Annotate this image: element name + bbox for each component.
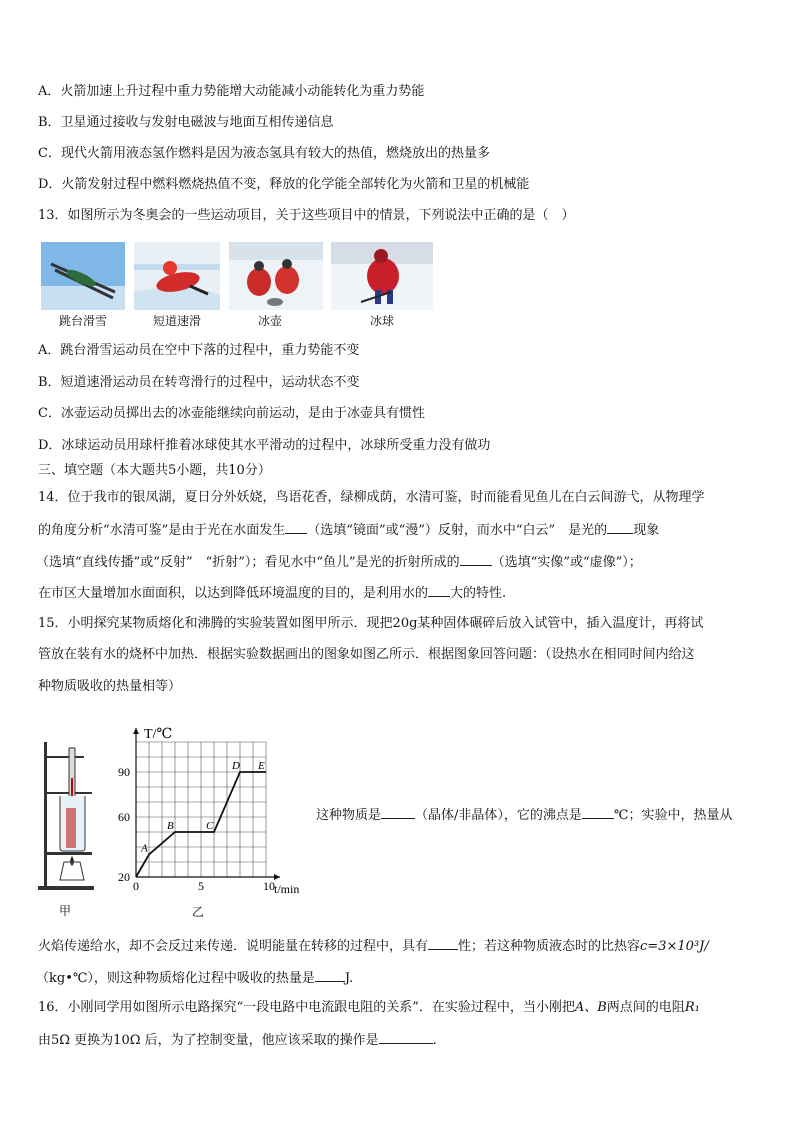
q14-text: 的角度分析“水清可鉴”是由于光在水面发生: [38, 523, 286, 538]
q12-option-a: A．火箭加速上升过程中重力势能增大动能减小动能转化为重力势能: [38, 84, 425, 99]
x-tick-label: 0: [133, 879, 139, 893]
q15-formula: c=3×10³J/: [640, 939, 709, 954]
q16-line-2: [38, 1030, 437, 1050]
temperature-time-chart: [110, 722, 310, 900]
q16-points: A、B: [574, 1000, 607, 1015]
graph-label: 乙: [192, 905, 205, 919]
q15-text: ℃；实验中，热量从: [613, 808, 733, 823]
answer-blank[interactable]: [607, 520, 633, 534]
answer-blank[interactable]: [285, 520, 307, 534]
q14-line-1: 14．位于我市的银凤湖，夏日分外妖娆，鸟语花香，绿柳成荫，水清可鉴，时而能看见鱼儿在白云间游弋，从物理学: [38, 490, 705, 505]
answer-blank[interactable]: [379, 1030, 433, 1044]
ski-jump-image: [41, 242, 125, 310]
q13-option-b: B．短道速滑运动员在转弯滑行的过程中，运动状态不变: [38, 375, 360, 390]
q13-option-d: D．冰球运动员用球杆推着冰球使其水平滑动的过程中，冰球所受重力没有做功: [38, 438, 491, 453]
caption-ice-hockey: 冰球: [369, 314, 394, 328]
y-axis-arrow: [133, 728, 139, 734]
q15-line-6: [36, 968, 353, 988]
curling-image: [229, 242, 323, 310]
point-label-A: A: [141, 842, 148, 855]
q15-text: 火焰传递给水，却不会反过来传递．说明能量在转移的过程中，具有: [38, 939, 429, 954]
caption-ski-jump: 跳台滑雪: [58, 314, 107, 328]
answer-blank[interactable]: [428, 936, 458, 950]
q15-line-5: [38, 936, 709, 956]
y-tick-label: 90: [118, 765, 130, 779]
q15-line-3: 种物质吸收的热量相等）: [38, 679, 182, 694]
q15-text: 这种物质是: [316, 808, 382, 823]
apparatus-label: 甲: [59, 904, 72, 918]
q14-line-2: [38, 520, 659, 540]
q14-text: 在市区大量增加水面面积，以达到降低环境温度的目的，是利用水的: [38, 586, 429, 601]
q12-option-b: B．卫星通过接收与发射电磁波与地面互相传递信息: [38, 115, 334, 130]
q15-text: （晶体/非晶体），它的沸点是: [415, 808, 582, 823]
q13-option-c: C．冰壶运动员掷出去的冰壶能继续向前运动，是由于冰壶具有惯性: [38, 406, 425, 421]
q14-line-3: [36, 552, 642, 572]
q14-text: 现象: [633, 523, 660, 538]
q15-side-text: [316, 805, 732, 825]
ice-hockey-image: [331, 242, 433, 310]
point-label-E: E: [258, 760, 265, 772]
caption-short-track: 短道速滑: [152, 314, 201, 328]
answer-blank[interactable]: [381, 805, 415, 819]
q14-text: （选填“镜面”或“漫”）反射，而水中“白云” 是光的: [307, 523, 608, 538]
point-label-C: C: [206, 820, 214, 832]
q16-text: 两点间的电阻: [606, 1000, 685, 1015]
x-axis-label: t/min: [274, 882, 300, 896]
q12-option-c: C．现代火箭用液态氢作燃料是因为液态氢具有较大的热值，燃烧放出的热量多: [38, 146, 490, 161]
y-tick-label: 20: [118, 870, 130, 884]
q13-stem: 13．如图所示为冬奥会的一些运动项目，关于这些项目中的情景，下列说法中正确的是（ ）: [38, 208, 575, 223]
section-heading: 三、填空题（本大题共5小题，共10分）: [38, 463, 271, 478]
q16-line-1: [38, 999, 700, 1017]
q15-line-2: 管放在装有水的烧杯中加热．根据实验数据画出的图象如图乙所示．根据图象回答问题：（设热水在相同时间内给这: [38, 647, 695, 662]
q14-text: （选填“直线传播”或“反射” “折射”）；看见水中“鱼儿”是光的折射所成的: [36, 555, 460, 570]
y-axis-label: T/℃: [144, 727, 173, 742]
answer-blank[interactable]: [315, 968, 345, 982]
q15-text: J.: [344, 971, 354, 986]
answer-blank[interactable]: [582, 805, 614, 819]
point-label-B: B: [167, 820, 174, 832]
q14-text: 大的特性.: [450, 586, 507, 601]
q15-text: （kg•℃），则这种物质熔化过程中吸收的热量是: [36, 971, 315, 986]
x-tick-label: 10: [263, 879, 275, 893]
q16-text: 由5Ω 更换为10Ω 后，为了控制变量，他应该采取的操作是: [38, 1033, 379, 1048]
answer-blank[interactable]: [428, 583, 450, 597]
caption-curling: 冰壶: [257, 314, 282, 328]
point-label-D: D: [232, 760, 240, 772]
q14-text: （选填“实像”或“虚像”）；: [491, 555, 642, 570]
q13-option-a: A．跳台滑雪运动员在空中下落的过程中，重力势能不变: [38, 343, 360, 358]
q14-line-4: [38, 583, 506, 603]
answer-blank[interactable]: [460, 552, 492, 566]
q12-option-d: D．火箭发射过程中燃料燃烧热值不变，释放的化学能全部转化为火箭和卫星的机械能: [38, 177, 530, 192]
q16-text: 16．小刚同学用如图所示电路探究“一段电路中电流跟电阻的关系”．在实验过程中，当小刚把: [38, 1000, 575, 1015]
q16-text: .: [432, 1033, 437, 1048]
q15-text: 性；若这种物质液态时的比热容: [458, 939, 641, 954]
x-tick-label: 5: [198, 879, 204, 893]
short-track-image: [134, 242, 220, 310]
q16-resistor: R₁: [684, 1000, 700, 1015]
q15-line-1: 15．小明探究某物质熔化和沸腾的实验装置如图甲所示．现把20g某种固体碾碎后放入试管中，插入温度计，再将试: [38, 616, 704, 631]
experiment-apparatus-figure: [38, 738, 96, 896]
y-tick-label: 60: [118, 810, 130, 824]
